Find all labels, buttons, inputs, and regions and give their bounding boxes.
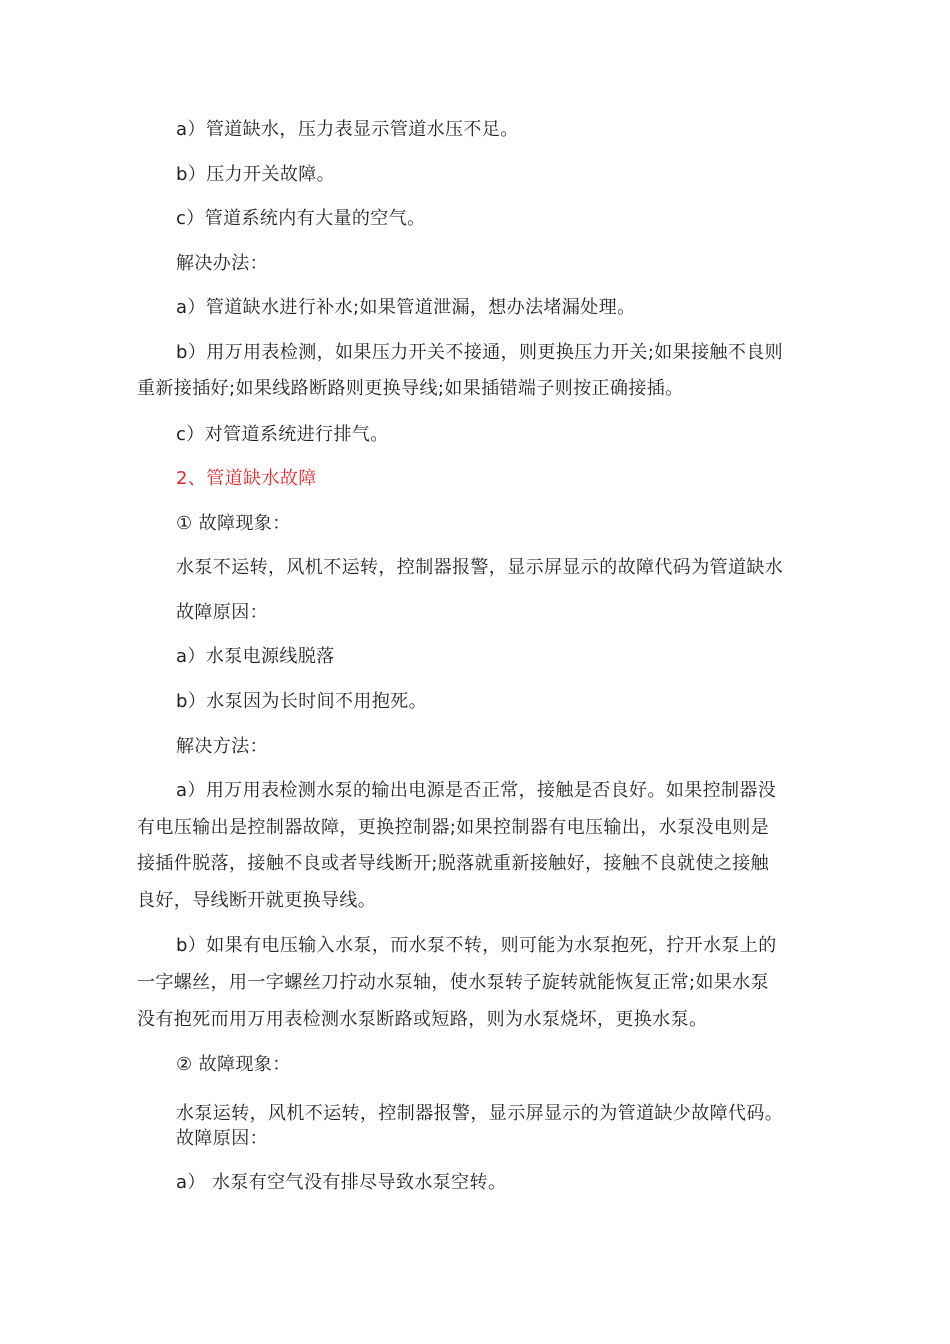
text-line: a）水泵电源线脱落 [176, 646, 335, 667]
text-line: 解决办法： [176, 253, 268, 274]
text-line: b）如果有电压输入水泵，而水泵不转，则可能为水泵抱死，拧开水泵上的 [176, 935, 777, 956]
text-line: 水泵不运转，风机不运转，控制器报警，显示屏显示的故障代码为管道缺水 [176, 557, 784, 578]
text-line: b）水泵因为长时间不用抱死。 [176, 691, 428, 712]
text-line: 故障原因： [176, 1128, 268, 1149]
text-line: ① 故障现象： [176, 513, 291, 534]
text-line: 有电压输出是控制器故障，更换控制器;如果控制器有电压输出，水泵没电则是 [137, 817, 770, 838]
text-line: a） 水泵有空气没有排尽导致水泵空转。 [176, 1172, 507, 1193]
text-line: 良好，导线断开就更换导线。 [137, 890, 377, 911]
text-line: a）管道缺水，压力表显示管道水压不足。 [176, 119, 519, 140]
text-line: 没有抱死而用万用表检测水泵断路或短路，则为水泵烧坏，更换水泵。 [137, 1009, 708, 1030]
text-line: c）管道系统内有大量的空气。 [176, 208, 426, 229]
text-line: 解决方法： [176, 736, 268, 757]
text-line: a）管道缺水进行补水;如果管道泄漏，想办法堵漏处理。 [176, 297, 636, 318]
text-line: a）用万用表检测水泵的输出电源是否正常，接触是否良好。如果控制器没 [176, 780, 777, 801]
text-line: c）对管道系统进行排气。 [176, 424, 389, 445]
text-line: 重新接插好;如果线路断路则更换导线;如果插错端子则按正确接插。 [137, 378, 684, 399]
text-line: 水泵运转，风机不运转，控制器报警，显示屏显示的为管道缺少故障代码。 [176, 1103, 784, 1124]
text-line: 故障原因： [176, 602, 268, 623]
text-line: 接插件脱落，接触不良或者导线断开;脱落就重新接触好，接触不良就使之接触 [137, 853, 770, 874]
text-line: b）用万用表检测，如果压力开关不接通，则更换压力开关;如果接触不良则 [176, 342, 784, 363]
text-line: ② 故障现象： [176, 1054, 291, 1075]
text-line: 一字螺丝，用一字螺丝刀拧动水泵轴，使水泵转子旋转就能恢复正常;如果水泵 [137, 972, 770, 993]
text-line: b）压力开关故障。 [176, 164, 336, 185]
section-heading: 2、管道缺水故障 [176, 468, 317, 489]
